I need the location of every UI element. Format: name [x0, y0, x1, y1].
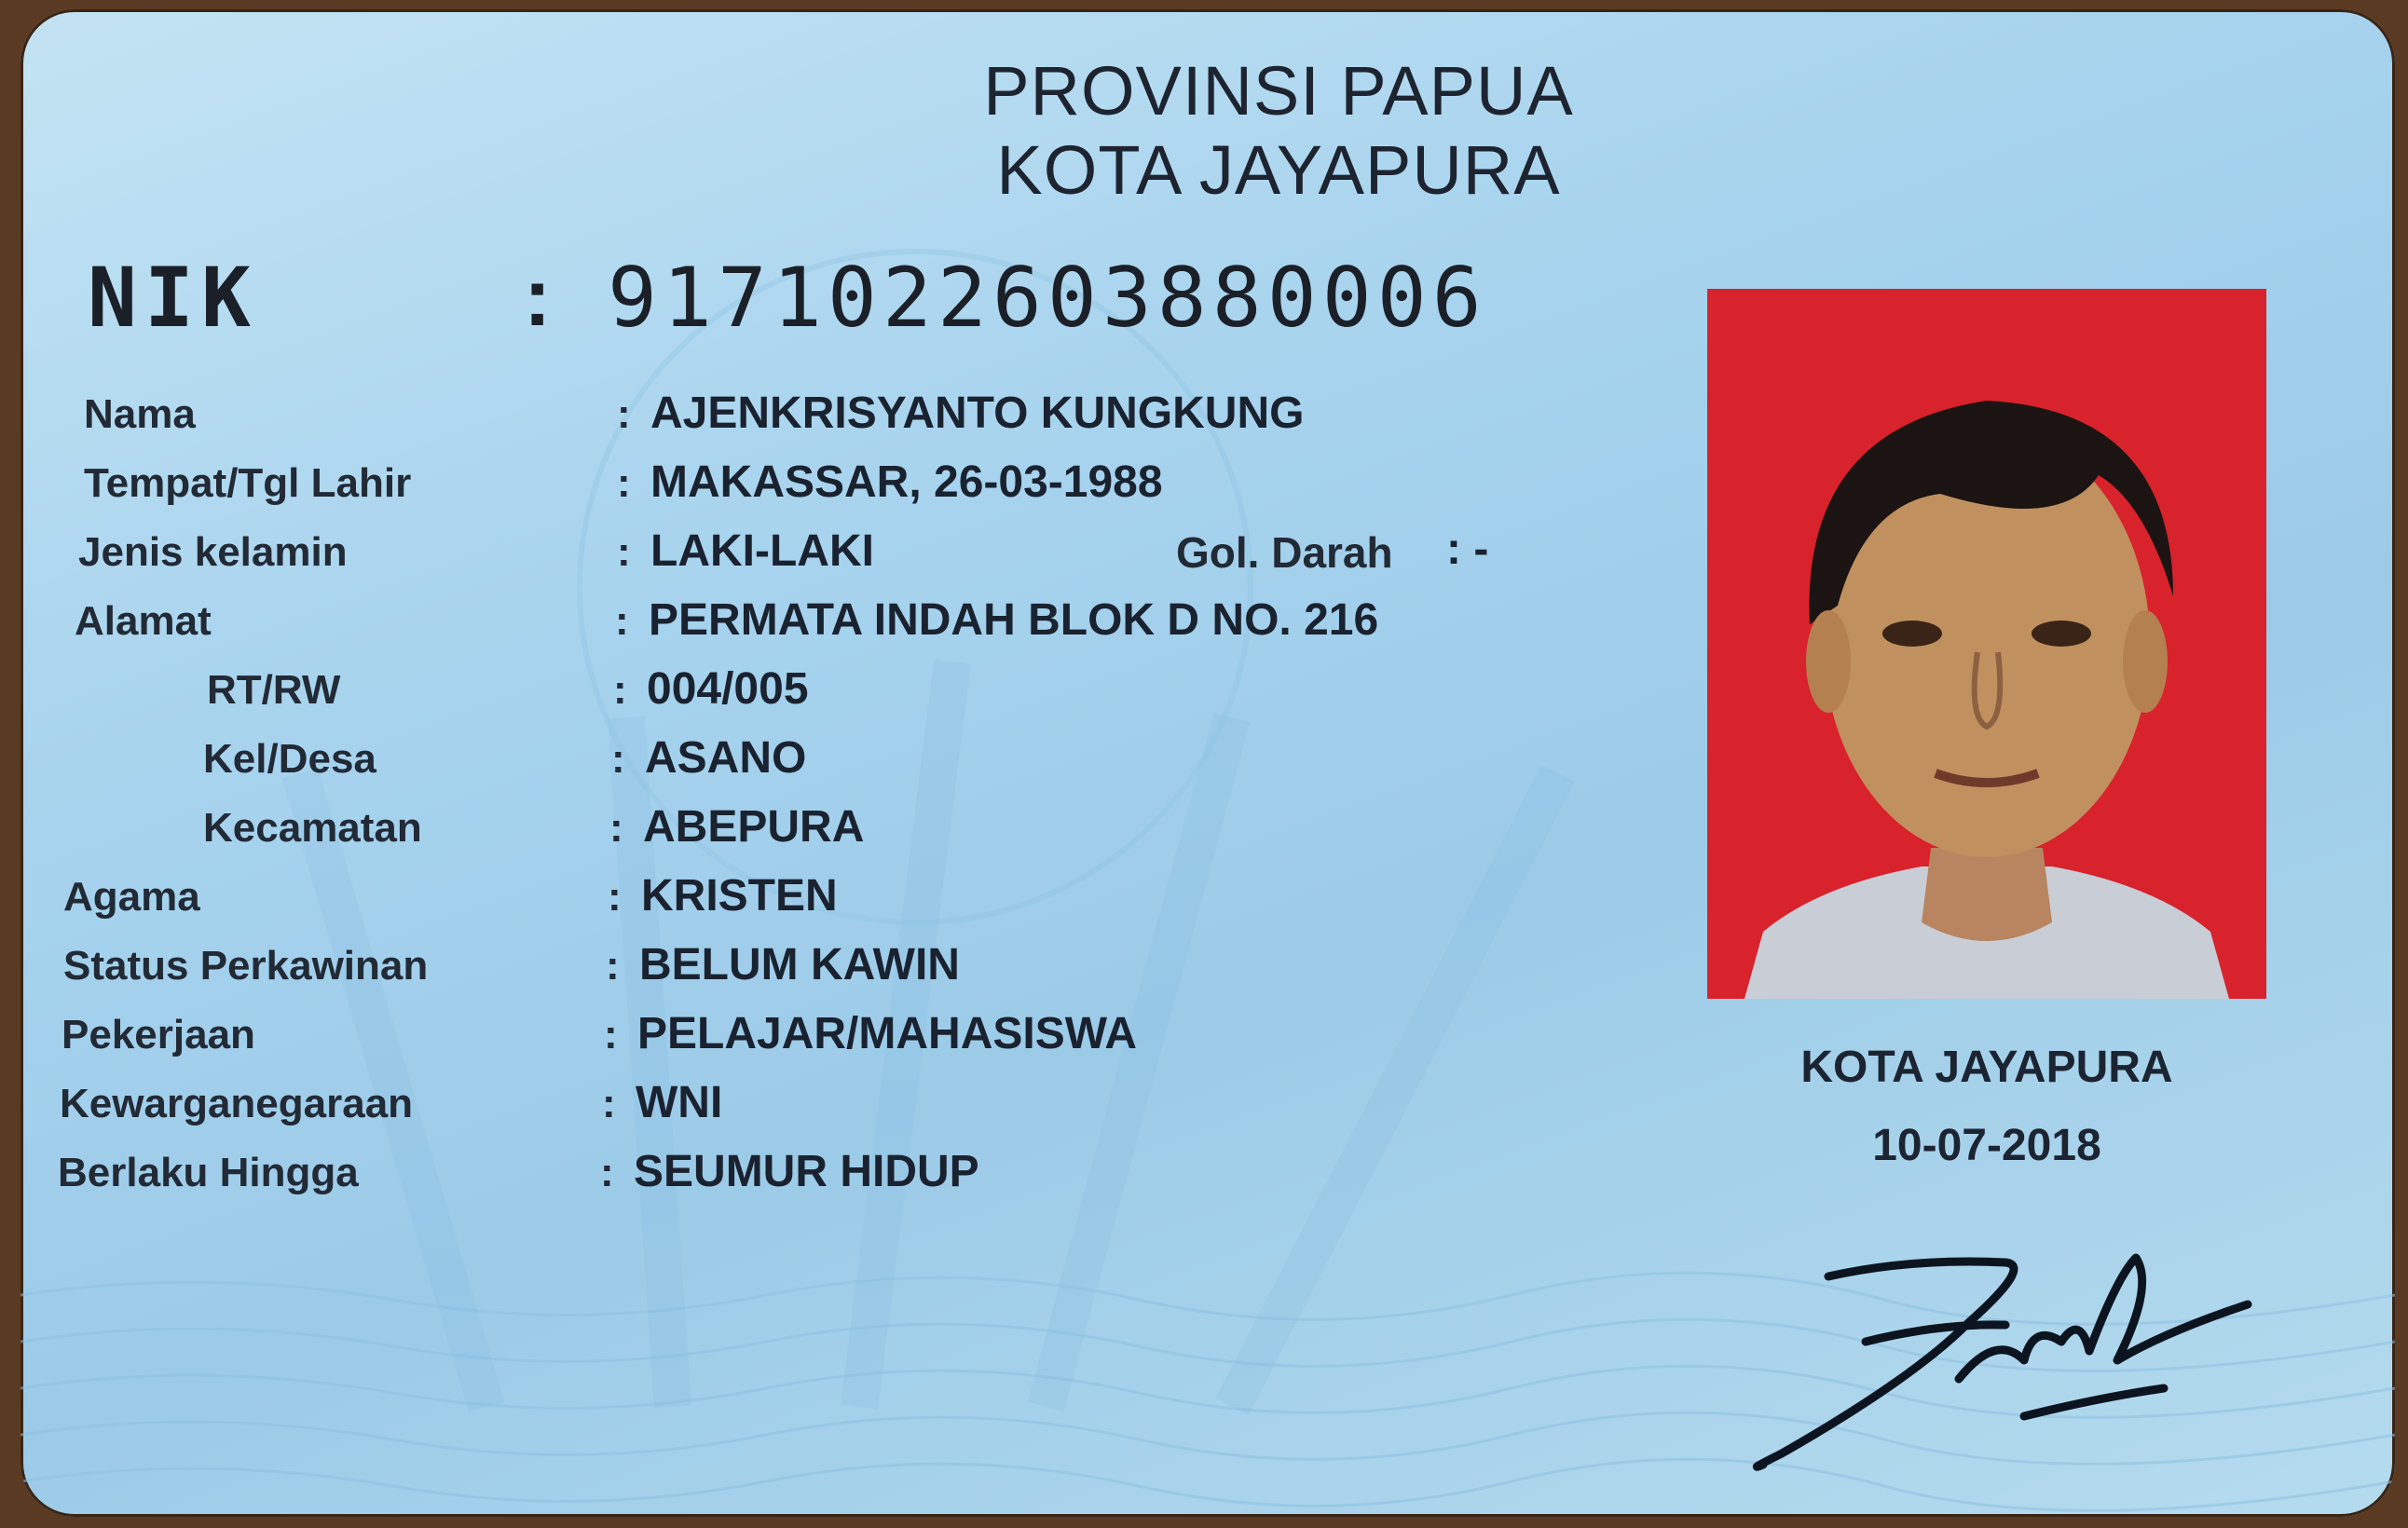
value-pekerjaan: PELAJAR/MAHASISWA: [637, 1009, 1138, 1058]
id-card: [21, 9, 2395, 1517]
label-agama: Agama: [63, 874, 200, 920]
value-alamat: PERMATA INDAH BLOK D NO. 216: [649, 595, 1379, 645]
value-berlaku-hingga: SEUMUR HIDUP: [634, 1147, 979, 1196]
colon-alamat: :: [615, 598, 629, 644]
portrait-illustration: [1707, 289, 2266, 999]
portrait-photo: [1707, 289, 2266, 999]
value-kewarganegaraan: WNI: [636, 1078, 723, 1127]
nik-colon: :: [524, 251, 552, 343]
label-kel-desa: Kel/Desa: [203, 736, 376, 782]
label-status-perkawinan: Status Perkawinan: [63, 943, 429, 989]
colon-agama: :: [608, 874, 622, 920]
nik-label: NIK: [88, 250, 258, 346]
value-tempat-tgl-lahir: MAKASSAR, 26-03-1988: [650, 457, 1163, 507]
value-kecamatan: ABEPURA: [643, 802, 865, 852]
colon-pekerjaan: :: [604, 1012, 618, 1057]
label-tempat-tgl-lahir: Tempat/Tgl Lahir: [84, 460, 412, 506]
label-jenis-kelamin: Jenis kelamin: [78, 529, 348, 575]
colon-kecamatan: :: [609, 805, 623, 851]
city-heading: KOTA JAYAPURA: [996, 131, 1561, 209]
value-jenis-kelamin: LAKI-LAKI: [650, 526, 874, 576]
issue-date: 10-07-2018: [1872, 1121, 2101, 1170]
signature: [1726, 1221, 2304, 1481]
value-rt-rw: 004/005: [647, 664, 809, 714]
label-nama: Nama: [84, 391, 196, 437]
colon-berlaku-hingga: :: [600, 1150, 614, 1195]
colon-status-perkawinan: :: [606, 943, 620, 989]
colon-nama: :: [617, 391, 631, 437]
nik-value: 9171022603880006: [608, 250, 1487, 346]
value-nama: AJENKRISYANTO KUNGKUNG: [650, 389, 1305, 438]
label-alamat: Alamat: [75, 598, 212, 644]
colon-kewarganegaraan: :: [602, 1081, 616, 1126]
colon-rt-rw: :: [613, 667, 627, 713]
label-kewarganegaraan: Kewarganegaraan: [60, 1081, 414, 1126]
colon-tempat-tgl-lahir: :: [617, 460, 631, 506]
value-status-perkawinan: BELUM KAWIN: [639, 940, 960, 989]
label-kecamatan: Kecamatan: [203, 805, 422, 851]
province-heading: PROVINSI PAPUA: [983, 52, 1574, 130]
label-rt-rw: RT/RW: [207, 667, 341, 713]
colon-kel-desa: :: [611, 736, 625, 782]
issue-place: KOTA JAYAPURA: [1800, 1043, 2173, 1092]
label-berlaku-hingga: Berlaku Hingga: [58, 1150, 359, 1195]
value-gol-darah: : -: [1446, 525, 1489, 574]
label-gol-darah: Gol. Darah: [1176, 528, 1393, 577]
colon-jenis-kelamin: :: [617, 529, 631, 575]
value-agama: KRISTEN: [641, 871, 838, 921]
label-pekerjaan: Pekerjaan: [62, 1012, 255, 1057]
value-kel-desa: ASANO: [645, 733, 807, 783]
